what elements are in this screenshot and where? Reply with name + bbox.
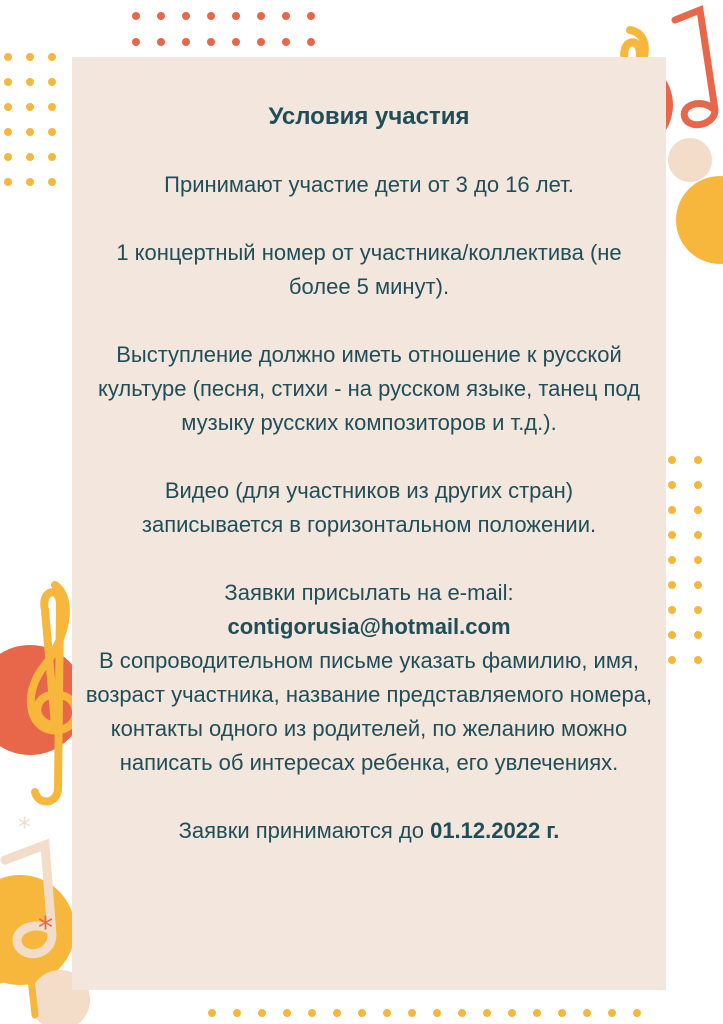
conditions-text-block	[72, 100, 666, 848]
age-rule: Принимают участие дети от 3 до 16 лет.	[164, 172, 574, 197]
letter-instructions: В сопроводительном письме указать фамилию, имя, возраст участника, название представляемого номера, контакты одного из родителей, по желанию можно написать об интересах ребенка, его увлечениях.	[85, 648, 653, 775]
email-link[interactable]: contigorusia@hotmail.com	[227, 614, 511, 639]
video-rule: Видео (для участников из других стран) записывается в горизонтальном положении.	[141, 478, 597, 537]
deadline-prefix: Заявки принимаются до	[178, 818, 424, 843]
dot-grid-top	[132, 12, 315, 46]
culture-rule: Выступление должно иметь отношение к русской культуре (песня, стихи - на русском языке, танец под музыку русских композиторов и т.д.).	[98, 342, 640, 435]
svg-text:*: *	[676, 124, 688, 152]
asterisk-icon: *	[38, 911, 53, 946]
dot-grid-right	[668, 456, 702, 664]
deadline-line	[72, 814, 666, 848]
svg-text:*: *	[18, 813, 31, 843]
deadline-date: 01.12.2022 г.	[430, 818, 560, 843]
performance-rule: 1 концертный номер от участника/коллектива (не более 5 минут).	[116, 240, 622, 299]
page-title: Условия участия	[268, 103, 470, 130]
dot-grid-left	[4, 53, 56, 186]
email-intro: Заявки присылать на e-mail:	[224, 580, 514, 605]
